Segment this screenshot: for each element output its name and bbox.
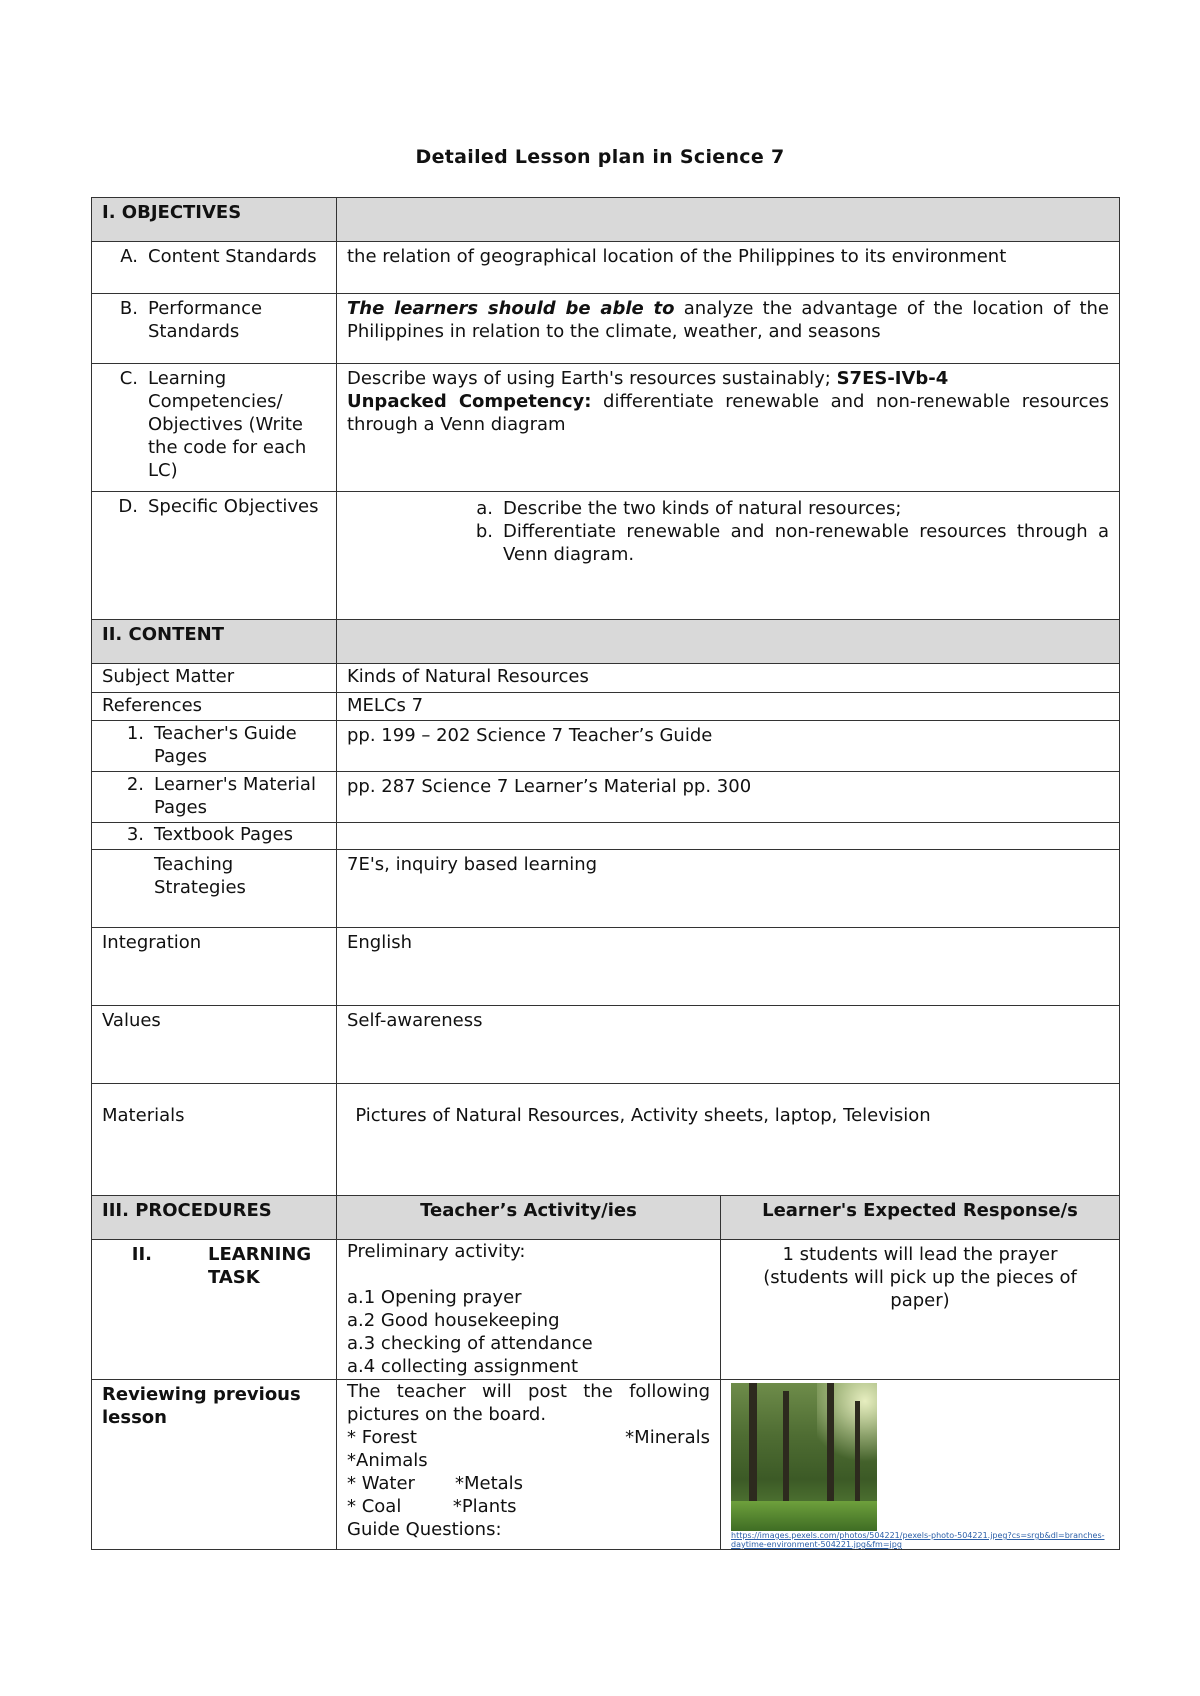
teacher-column-header: Teacher’s Activity/ies — [337, 1196, 721, 1240]
teaching-strategies-label-cell — [92, 850, 337, 928]
guide-questions-label: Guide Questions: — [347, 1519, 502, 1540]
references-label: References — [92, 693, 337, 721]
specific-objectives-label: Specific Objectives — [148, 496, 319, 517]
learners-material-label: Learner's Material Pages — [154, 774, 316, 818]
item-number: A. — [120, 246, 138, 267]
content-standards-row — [92, 242, 1120, 294]
subject-matter-value: Kinds of Natural Resources — [337, 664, 1120, 693]
values-row — [92, 1006, 1120, 1084]
teacher-line-blank — [347, 1263, 710, 1286]
learners-material-row — [92, 772, 1120, 823]
teachers-guide-value: pp. 199 – 202 Science 7 Teacher’s Guide — [337, 721, 1120, 772]
learning-task-number: II. — [131, 1244, 152, 1265]
learning-task-label: LEARNING TASK — [208, 1244, 312, 1288]
reviewing-intro: The teacher will post the following pictures on the board. — [347, 1381, 710, 1425]
item-number: 1. — [126, 723, 144, 744]
list-text: Differentiate renewable and non-renewable resources through a Venn diagram. — [503, 521, 1109, 565]
lesson-plan-table — [91, 197, 1120, 1550]
content-header-blank — [337, 620, 1120, 664]
performance-standards-value: analyze the advantage of the location of the Philippines in relation to the climate, weather, and seasons — [347, 298, 1109, 342]
references-value: MELCs 7 — [337, 693, 1120, 721]
list-text: Describe the two kinds of natural resources; — [503, 498, 902, 519]
learners-material-value: pp. 287 Science 7 Learner’s Material pp. 300 — [337, 772, 1120, 823]
learning-task-label-cell — [92, 1240, 337, 1380]
content-standards-label: Content Standards — [148, 246, 317, 267]
reviewing-teacher-cell — [337, 1380, 721, 1550]
picture-item: *Animals — [347, 1450, 428, 1471]
learner-line: (students will pick up the pieces of paper) — [763, 1267, 1077, 1311]
materials-label: Materials — [92, 1084, 337, 1196]
subject-matter-label: Subject Matter — [92, 664, 337, 693]
learning-competencies-label: Learning Competencies/ Objectives (Write the code for each LC) — [148, 368, 307, 481]
picture-row — [347, 1426, 710, 1449]
picture-item: * Coal *Plants — [347, 1496, 517, 1517]
list-marker: a. — [476, 498, 493, 519]
specific-objectives-row — [92, 492, 1120, 620]
list-item — [347, 497, 1109, 520]
teacher-line: a.3 checking of attendance — [347, 1333, 593, 1354]
unpacked-competency-value: differentiate renewable and non-renewable resources through a Venn diagram — [347, 391, 1109, 435]
item-number: C. — [119, 368, 138, 389]
objectives-header: I. OBJECTIVES — [92, 198, 337, 242]
learning-competencies-row — [92, 364, 1120, 492]
specific-objectives-label-cell — [92, 492, 337, 620]
procedures-header: III. PROCEDURES — [92, 1196, 337, 1240]
procedures-header-row — [92, 1196, 1120, 1240]
materials-row — [92, 1084, 1120, 1196]
competency-text: Describe ways of using Earth's resources sustainably; — [347, 368, 837, 389]
teaching-strategies-row — [92, 850, 1120, 928]
teacher-line: a.4 collecting assignment — [347, 1356, 579, 1377]
teachers-guide-row — [92, 721, 1120, 772]
specific-objectives-value-cell — [337, 492, 1120, 620]
learners-material-label-cell — [92, 772, 337, 823]
specific-objectives-list — [347, 497, 1109, 566]
teacher-line: a.1 Opening prayer — [347, 1287, 522, 1308]
objectives-header-row — [92, 198, 1120, 242]
competency-code: S7ES-IVb-4 — [836, 368, 949, 389]
reviewing-label: Reviewing previous lesson — [92, 1380, 337, 1550]
item-number: 2. — [126, 774, 144, 795]
image-source-link[interactable]: https://images.pexels.com/photos/504221/pexels-photo-504221.jpeg?cs=srgb&dl=branches-daytime-environment-504221.jpg&fm=jpg — [731, 1531, 1105, 1549]
list-marker: b. — [475, 521, 493, 542]
item-number: B. — [119, 298, 138, 319]
learning-competencies-value-cell — [337, 364, 1120, 492]
forest-image — [731, 1383, 877, 1531]
learner-column-header: Learner's Expected Response/s — [721, 1196, 1120, 1240]
content-header-row — [92, 620, 1120, 664]
integration-label: Integration — [92, 928, 337, 1006]
picture-item: *Minerals — [625, 1427, 710, 1448]
performance-standards-row — [92, 294, 1120, 364]
references-row — [92, 693, 1120, 721]
unpacked-competency-label: Unpacked Competency: — [347, 391, 592, 412]
materials-value: Pictures of Natural Resources, Activity sheets, laptop, Television — [337, 1084, 1120, 1196]
teachers-guide-label: Teacher's Guide Pages — [154, 723, 297, 767]
values-label: Values — [92, 1006, 337, 1084]
integration-row — [92, 928, 1120, 1006]
performance-standards-value-cell — [337, 294, 1120, 364]
picture-item: * Water *Metals — [347, 1473, 524, 1494]
content-standards-value: the relation of geographical location of the Philippines to its environment — [337, 242, 1120, 294]
subject-matter-row — [92, 664, 1120, 693]
item-number: D. — [118, 496, 138, 517]
teachers-guide-label-cell — [92, 721, 337, 772]
performance-standards-label: Performance Standards — [148, 298, 263, 342]
reviewing-learner-cell — [721, 1380, 1120, 1550]
textbook-label-cell — [92, 823, 337, 850]
performance-lead: The learners should be able to — [347, 298, 675, 319]
learning-task-learner-cell — [721, 1240, 1120, 1380]
teaching-strategies-value: 7E's, inquiry based learning — [337, 850, 1120, 928]
integration-value: English — [337, 928, 1120, 1006]
content-standards-label-cell — [92, 242, 337, 294]
teacher-line: Preliminary activity: — [347, 1241, 526, 1262]
picture-item: * Forest — [347, 1427, 417, 1448]
learning-task-teacher-cell — [337, 1240, 721, 1380]
learner-line: 1 students will lead the prayer — [782, 1244, 1058, 1265]
learning-task-row — [92, 1240, 1120, 1380]
page-title: Detailed Lesson plan in Science 7 — [415, 146, 785, 168]
teaching-strategies-label: Teaching Strategies — [154, 854, 246, 898]
content-header: II. CONTENT — [92, 620, 337, 664]
reviewing-row — [92, 1380, 1120, 1550]
item-number: 3. — [126, 824, 144, 845]
objectives-header-blank — [337, 198, 1120, 242]
textbook-value — [337, 823, 1120, 850]
textbook-label: Textbook Pages — [154, 824, 293, 845]
teacher-line: a.2 Good housekeeping — [347, 1310, 560, 1331]
list-item — [347, 520, 1109, 566]
performance-standards-label-cell — [92, 294, 337, 364]
values-value: Self-awareness — [337, 1006, 1120, 1084]
learning-competencies-label-cell — [92, 364, 337, 492]
textbook-row — [92, 823, 1120, 850]
